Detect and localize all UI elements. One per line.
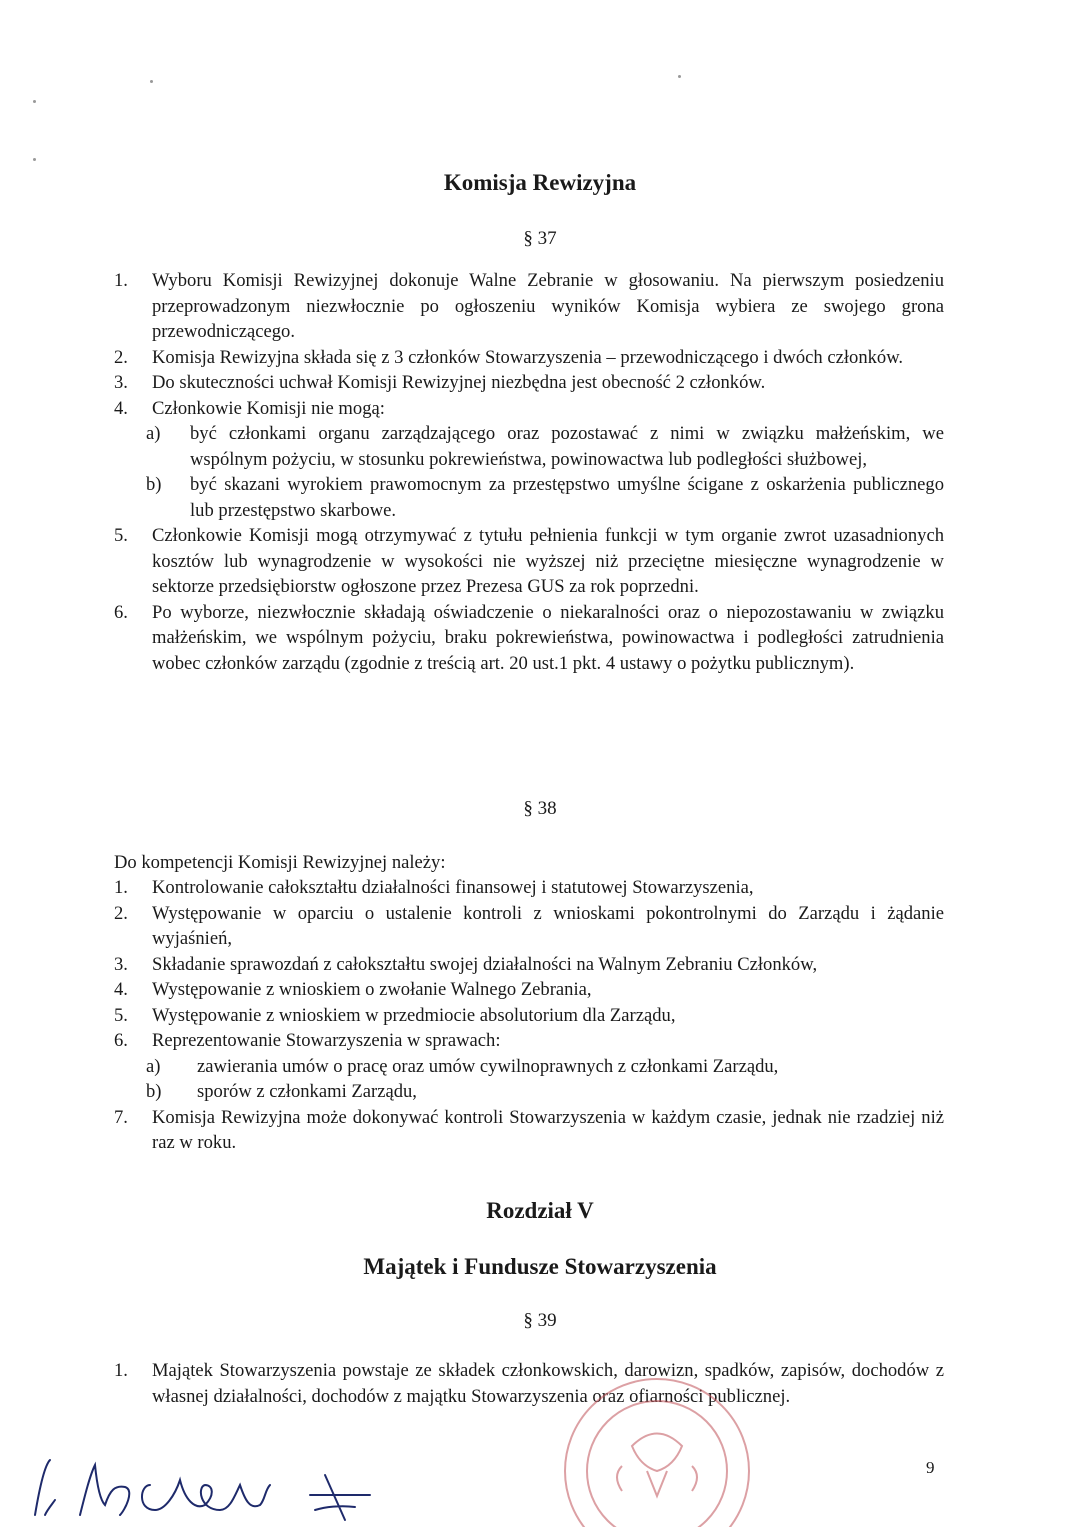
list-item [114, 268, 944, 345]
official-seal-stamp [552, 1376, 762, 1527]
item-number: 3. [114, 372, 128, 393]
sub-list-item [114, 472, 944, 523]
item-text: zawierania umów o pracę oraz umów cywilnoprawnych z członkami Zarządu, [197, 1055, 779, 1077]
item-text: być skazani wyrokiem prawomocnym za przestępstwo umyślne ścigane z oskarżenia publicznego lub przestępstwo skarbowe. [190, 474, 944, 521]
item-number: 6. [114, 1030, 128, 1051]
item-number: 1. [114, 877, 128, 898]
section-heading-majatek: Majątek i Fundusze Stowarzyszenia [363, 1254, 717, 1279]
item-text: Występowanie w oparciu o ustalenie kontroli z wnioskami pokontrolnymi do Zarządu i żądanie wyjaśnień, [152, 902, 944, 949]
scan-speck [150, 80, 153, 83]
page-number: 9 [926, 1458, 935, 1477]
item-number: 5. [114, 525, 128, 546]
item-number: 2. [114, 346, 128, 368]
list-item [114, 1358, 944, 1409]
s39-list [114, 1358, 944, 1409]
item-number: 7. [114, 1106, 128, 1128]
item-number: 4. [114, 397, 128, 419]
chapter-heading: Rozdział V [486, 1198, 594, 1223]
item-number: 5. [114, 1004, 128, 1026]
paragraph-38-marker: § 38 [523, 798, 557, 819]
list-item [114, 523, 944, 600]
s37-list [114, 268, 944, 676]
list-item [114, 875, 944, 901]
item-letter: b) [146, 474, 162, 495]
list-item [114, 977, 944, 1003]
item-letter: a) [146, 1055, 161, 1077]
sub-list-item [114, 1079, 944, 1105]
item-text: Komisja Rewizyjna może dokonywać kontroli Stowarzyszenia w każdym czasie, jednak nie rzadziej niż raz w roku. [152, 1106, 944, 1153]
item-number: 4. [114, 979, 128, 1000]
item-number: 2. [114, 902, 128, 924]
list-item [114, 600, 944, 677]
item-text: sporów z członkami Zarządu, [197, 1081, 417, 1102]
item-letter: a) [146, 423, 161, 444]
item-text: być członkami organu zarządzającego oraz pozostawać z nimi w związku małżeńskim, we wspólnym pożyciu, w stosunku pokrewieństwa, powinowactwa lub podległości służbowej, [190, 423, 944, 470]
item-text: Członkowie Komisji nie mogą: [152, 397, 385, 419]
item-letter: b) [146, 1081, 162, 1102]
sub-list-item [114, 421, 944, 472]
list-item [114, 396, 944, 422]
item-text: Wyboru Komisji Rewizyjnej dokonuje Walne Zebranie w głosowaniu. Na pierwszym posiedzeniu przeprowadzonym niezwłocznie po ogłoszeniu wyników Komisja wybiera ze swojego grona przewodniczącego. [152, 270, 944, 342]
sub-list-item [114, 1054, 944, 1080]
paragraph-37-marker: § 37 [523, 228, 557, 249]
item-text: Majątek Stowarzyszenia powstaje ze składek członkowskich, darowizn, spadków, zapisów, dochodów z własnej działalności, dochodów z majątku Stowarzyszenia oraz ofiarności publicznej. [152, 1360, 944, 1407]
item-text: Składanie sprawozdań z całokształtu swojej działalności na Walnym Zebraniu Członków, [152, 953, 818, 975]
list-item [114, 901, 944, 952]
scan-speck [678, 75, 681, 78]
scan-speck [33, 158, 36, 161]
item-text: Występowanie z wnioskiem o zwołanie Walnego Zebrania, [152, 979, 592, 1000]
item-text: Członkowie Komisji mogą otrzymywać z tytułu pełnienia funkcji w tym organie zwrot uzasadnionych kosztów lub wynagrodzenie w wysokości nie wyższej niż przeciętne miesięczne wynagrodzenie w sektorze przedsiębiorstw ogłoszone przez Prezesa GUS za rok poprzedni. [152, 525, 944, 597]
list-item [114, 1028, 944, 1054]
handwritten-signature [25, 1455, 395, 1525]
section-heading-komisja: Komisja Rewizyjna [443, 170, 637, 195]
item-text: Reprezentowanie Stowarzyszenia w sprawach: [152, 1030, 501, 1051]
item-number: 1. [114, 1360, 128, 1381]
list-item [114, 345, 944, 371]
item-text: Występowanie z wnioskiem w przedmiocie absolutorium dla Zarządu, [152, 1004, 676, 1026]
list-item [114, 1003, 944, 1029]
item-text: Kontrolowanie całokształtu działalności finansowej i statutowej Stowarzyszenia, [152, 877, 754, 898]
list-item [114, 370, 944, 396]
item-number: 1. [114, 270, 128, 291]
item-number: 3. [114, 953, 128, 975]
item-text: Komisja Rewizyjna składa się z 3 członków Stowarzyszenia – przewodniczącego i dwóch członków. [152, 346, 904, 368]
item-text: Do skuteczności uchwał Komisji Rewizyjnej niezbędna jest obecność 2 członków. [152, 372, 766, 393]
scan-speck [33, 100, 36, 103]
item-text: Po wyborze, niezwłocznie składają oświadczenie o niekaralności oraz o niepozostawaniu w związku małżeńskim, we wspólnym pożyciu, braku pokrewieństwa, powinowactwa i podległości zatrudnienia wobec członków zarządu (zgodnie z treścią art. 20 ust.1 pkt. 4 ustawy o pożytku publicznym). [152, 601, 944, 674]
item-number: 6. [114, 601, 128, 623]
s38-list [114, 875, 944, 1156]
list-item [114, 952, 944, 978]
list-item [114, 1105, 944, 1156]
s38-intro: Do kompetencji Komisji Rewizyjnej należy: [114, 852, 446, 873]
paragraph-39-marker: § 39 [523, 1310, 557, 1331]
